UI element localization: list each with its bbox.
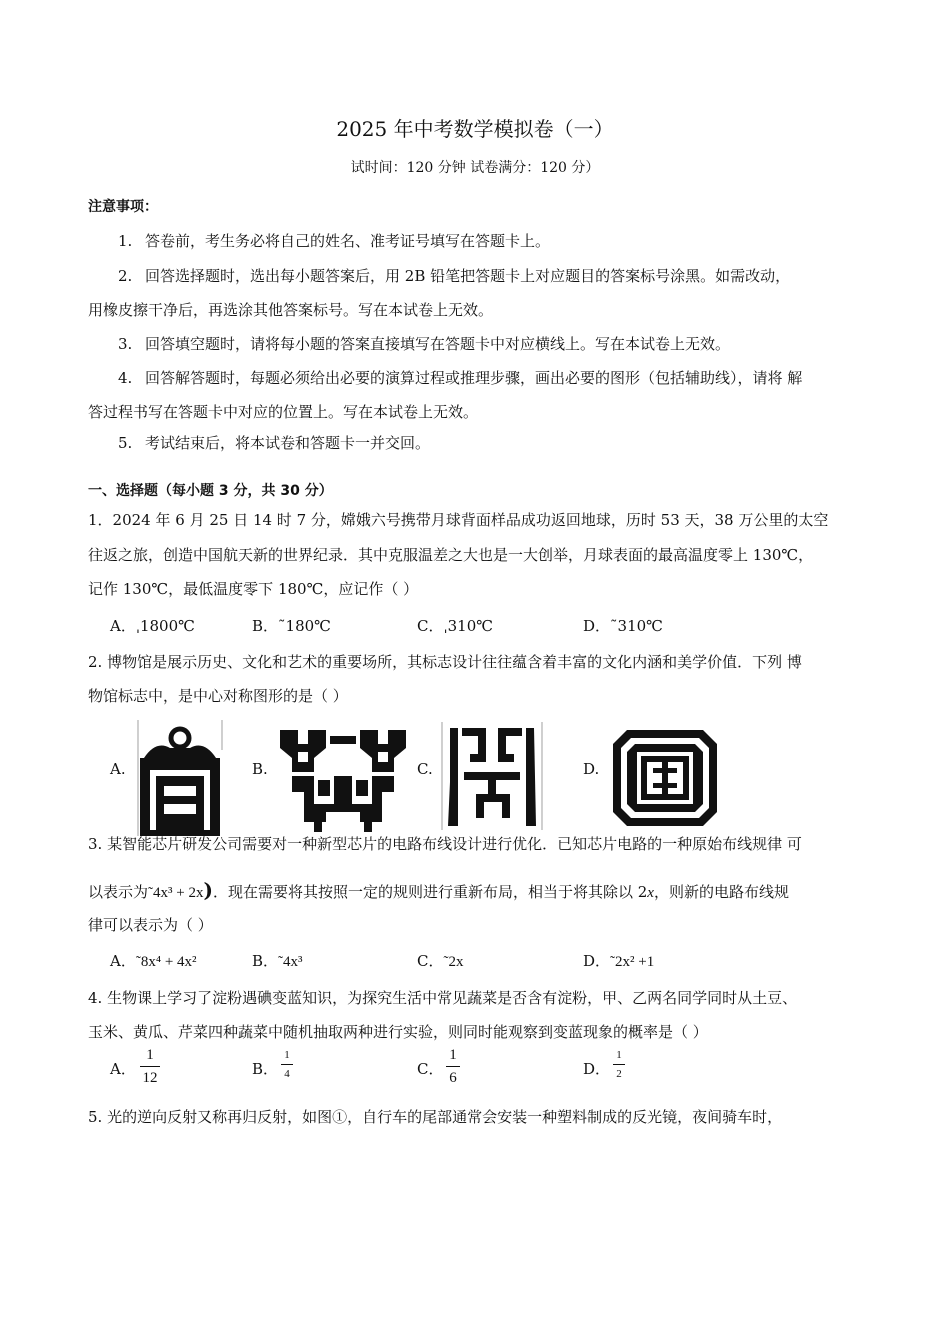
option-text: ˜2x² +1 bbox=[610, 954, 655, 970]
fraction-numerator: 1 bbox=[616, 1049, 622, 1061]
fraction-denominator: 2 bbox=[616, 1068, 622, 1080]
q3-text-part: ，则新的电路布线规 bbox=[653, 883, 789, 901]
fraction-denominator: 4 bbox=[284, 1068, 290, 1080]
option-text: ˌ1800℃ bbox=[135, 617, 195, 635]
question-1-line: 往返之旅，创造中国航天新的世界纪录．其中克服温差之大也是一大创举，月球表面的最高温度零上 130℃， bbox=[88, 546, 814, 564]
question-1-line: 记作 130℃，最低温度零下 180℃，应记作（ ） bbox=[88, 580, 419, 598]
fraction-bar bbox=[446, 1066, 460, 1067]
fraction-bar bbox=[140, 1066, 160, 1067]
q3-option-b bbox=[252, 951, 303, 972]
notice-item-text: 回答解答题时，每题必须给出必要的演算过程或推理步骤，画出必要的图形（包括辅助线），请将 解 bbox=[145, 369, 803, 387]
option-label: C． bbox=[417, 952, 444, 970]
q4-option-c-fraction bbox=[446, 1046, 460, 1087]
page-title: 2025 年中考数学模拟卷（一） bbox=[336, 117, 614, 141]
q1-option-a bbox=[110, 616, 195, 636]
notice-item-text: 回答填空题时，请将每小题的答案直接填写在答题卡中对应横线上。写在本试卷上无效。 bbox=[145, 335, 731, 353]
fraction-numerator: 1 bbox=[284, 1049, 290, 1061]
notice-item-cont: 答过程书写在答题卡中对应的位置上。写在本试卷上无效。 bbox=[88, 403, 479, 421]
notice-item-num: 2. bbox=[118, 267, 133, 285]
notice-item-num: 3. bbox=[118, 335, 133, 353]
notice-item-text: 回答选择题时，选出每小题答案后，用 2B 铅笔把答题卡上对应题目的答案标号涂黑。如需改动， bbox=[145, 267, 791, 285]
question-5-line: 5. 光的逆向反射又称再归反射，如图①，自行车的尾部通常会安装一种塑料制成的反光镜，夜间骑车时， bbox=[88, 1108, 783, 1126]
q2-option-a-label: A. bbox=[110, 760, 126, 778]
option-label: D． bbox=[583, 952, 611, 970]
question-2-line: 2. 博物馆是展示历史、文化和艺术的重要场所，其标志设计往往蕴含着丰富的文化内涵和美学价值．下列 博 bbox=[88, 653, 802, 671]
option-label: D． bbox=[583, 617, 611, 635]
q3-option-a bbox=[110, 951, 197, 972]
q2-option-b-label: B. bbox=[252, 760, 268, 778]
q2-option-d-label: D. bbox=[583, 760, 600, 778]
option-label: C． bbox=[417, 617, 444, 635]
option-label: A． bbox=[110, 617, 136, 635]
q2-option-c-label: C. bbox=[417, 760, 433, 778]
q4-option-a-label: A． bbox=[110, 1060, 136, 1078]
question-4-line: 4. 生物课上学习了淀粉遇碘变蓝知识，为探究生活中常见蔬菜是否含有淀粉，甲、乙两名同学同时从土豆、 bbox=[88, 989, 798, 1007]
notice-item-num: 1. bbox=[118, 232, 133, 250]
museum-logo-d-image bbox=[611, 728, 719, 828]
option-text: ˜2x bbox=[443, 954, 464, 970]
q3-expression: ˜4x³ + 2x bbox=[148, 885, 204, 901]
q3-option-c bbox=[417, 951, 463, 972]
fraction-bar bbox=[613, 1064, 625, 1065]
option-label: B． bbox=[252, 617, 279, 635]
option-text: ˜180℃ bbox=[278, 617, 331, 635]
notice-item-num: 4. bbox=[118, 369, 133, 387]
option-label: A． bbox=[110, 952, 136, 970]
q4-option-b-fraction bbox=[281, 1048, 293, 1081]
q1-option-b bbox=[252, 616, 331, 636]
q1-option-d bbox=[583, 616, 663, 636]
question-4-line: 玉米、黄瓜、芹菜四种蔬菜中随机抽取两种进行实验，则同时能观察到变蓝现象的概率是（ ） bbox=[88, 1023, 708, 1041]
fraction-bar bbox=[281, 1064, 293, 1065]
option-text: ˜310℃ bbox=[610, 617, 663, 635]
q3-close-paren: ) bbox=[203, 878, 213, 902]
fraction-denominator: 6 bbox=[449, 1070, 457, 1086]
notice-heading: 注意事项： bbox=[88, 199, 158, 215]
museum-logo-c-image bbox=[440, 722, 544, 830]
question-2-line: 物馆标志中，是中心对称图形的是（ ） bbox=[88, 687, 348, 705]
option-text: ˜8x⁴ + 4x² bbox=[135, 954, 197, 970]
section-heading: 一、选择题（每小题 3 分，共 30 分） bbox=[88, 483, 333, 499]
notice-item-text: 考试结束后，将本试卷和答题卡一并交回。 bbox=[145, 434, 431, 452]
museum-logo-a-image bbox=[136, 720, 224, 836]
question-3-line: 3. 某智能芯片研发公司需要对一种新型芯片的电路布线设计进行优化．已知芯片电路的一种原始布线规律 可 bbox=[88, 835, 802, 853]
q4-option-b-label: B． bbox=[252, 1060, 279, 1078]
q4-option-c-label: C． bbox=[417, 1060, 444, 1078]
question-1-line: 1．2024 年 6 月 25 日 14 时 7 分，嫦娥六号携带月球背面样品成功返回地球，历时 53 天，38 万公里的太空 bbox=[88, 511, 829, 529]
question-3-line bbox=[88, 880, 789, 903]
option-text: ˜4x³ bbox=[278, 954, 303, 970]
page-subtitle: 试时间：120 分钟 试卷满分：120 分） bbox=[350, 160, 600, 176]
question-3-line: 律可以表示为（ ） bbox=[88, 916, 213, 934]
museum-logo-b-image bbox=[278, 724, 408, 832]
notice-item-cont: 用橡皮擦干净后，再选涂其他答案标号。写在本试卷上无效。 bbox=[88, 301, 494, 319]
fraction-denominator: 12 bbox=[142, 1070, 158, 1086]
q3-text-part: 以表示为 bbox=[88, 883, 149, 901]
fraction-numerator: 1 bbox=[449, 1047, 457, 1063]
q3-text-part: ．现在需要将其按照一定的规则进行重新布局，相当于将其除以 2 bbox=[212, 883, 648, 901]
option-label: B． bbox=[252, 952, 279, 970]
option-text: ˌ310℃ bbox=[443, 617, 494, 635]
q4-option-d-fraction bbox=[613, 1048, 625, 1081]
fraction-numerator: 1 bbox=[146, 1047, 154, 1063]
notice-item-text: 答卷前，考生务必将自己的姓名、准考证号填写在答题卡上。 bbox=[145, 232, 551, 250]
q4-option-d-label: D． bbox=[583, 1060, 611, 1078]
q4-option-a-fraction bbox=[140, 1046, 160, 1087]
q3-option-d bbox=[583, 951, 654, 972]
notice-item-num: 5. bbox=[118, 434, 133, 452]
q3-var-x: x bbox=[647, 885, 654, 901]
q1-option-c bbox=[417, 616, 493, 636]
